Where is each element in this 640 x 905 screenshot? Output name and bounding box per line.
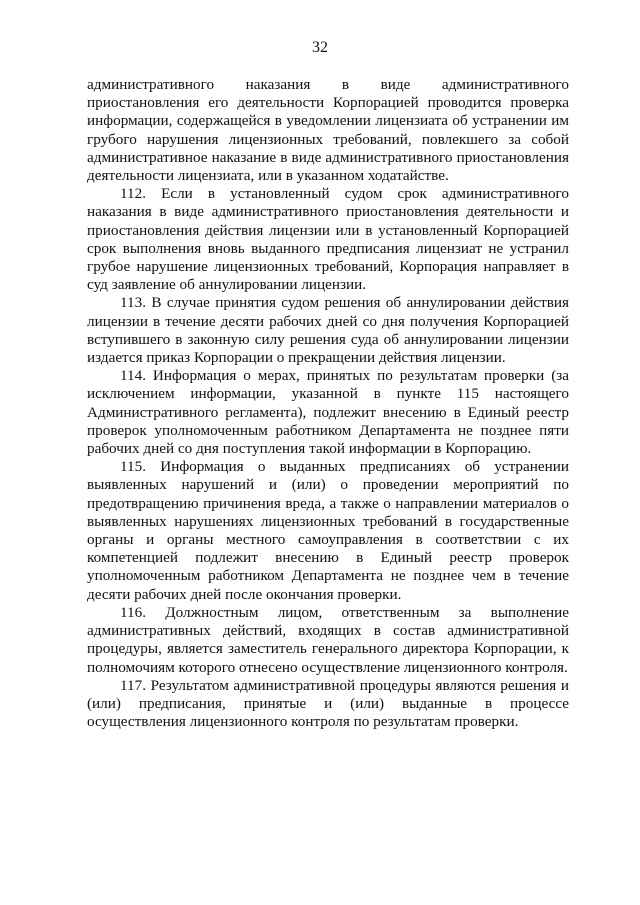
page-number: 32 <box>312 39 328 56</box>
paragraph-113: 113. В случае принятия судом решения об аннулировании действия лицензии в течение десяти рабочих дней со дня получения Корпорацией вступившего в законную силу решения суда об аннулировании лицензии издается приказ Корпорации о прекращении действия лицензии. <box>87 294 569 367</box>
paragraph-112: 112. Если в установленный судом срок административного наказания в виде административного приостановления деятельности и приостановления действия лицензии или в установленный Корпорацией срок выполнения вновь выданного предписания лицензиат не устранил грубое нарушение лицензионных требований, Корпорация направляет в суд заявление об аннулировании лицензии. <box>87 185 569 294</box>
paragraph-116: 116. Должностным лицом, ответственным за выполнение административных действий, входящих в состав административной процедуры, является заместитель генерального директора Корпорации, к полномочиям которого отнесено осуществление лицензионного контроля. <box>87 603 569 676</box>
document-body <box>87 76 569 731</box>
paragraph-114: 114. Информация о мерах, принятых по результатам проверки (за исключением информации, указанной в пункте 115 настоящего Административного регламента), подлежит внесению в Единый реестр проверок уполномоченным работником Департамента не позднее пяти рабочих дней со дня поступления такой информации в Корпорацию. <box>87 367 569 458</box>
paragraph-115: 115. Информация о выданных предписаниях об устранении выявленных нарушений и (или) о проведении мероприятий по предотвращению причинения вреда, а также о направлении материалов о выявленных нарушениях лицензионных требований в государственные органы и органы местного самоуправления в соответствии с их компетенцией подлежит внесению в Единый реестр проверок уполномоченным работником Департамента не позднее чем в течение десяти рабочих дней после окончания проверки. <box>87 458 569 603</box>
paragraph-continuation: административного наказания в виде административного приостановления его деятельности Корпорацией проводится проверка информации, содержащейся в уведомлении лицензиата об устранении им грубого нарушения лицензионных требований, повлекшего за собой административное наказание в виде административного приостановления деятельности лицензиата, или в указанном ходатайстве. <box>87 76 569 185</box>
paragraph-117: 117. Результатом административной процедуры являются решения и (или) предписания, принятые и (или) выданные в процессе осуществления лицензионного контроля по результатам проверки. <box>87 676 569 731</box>
